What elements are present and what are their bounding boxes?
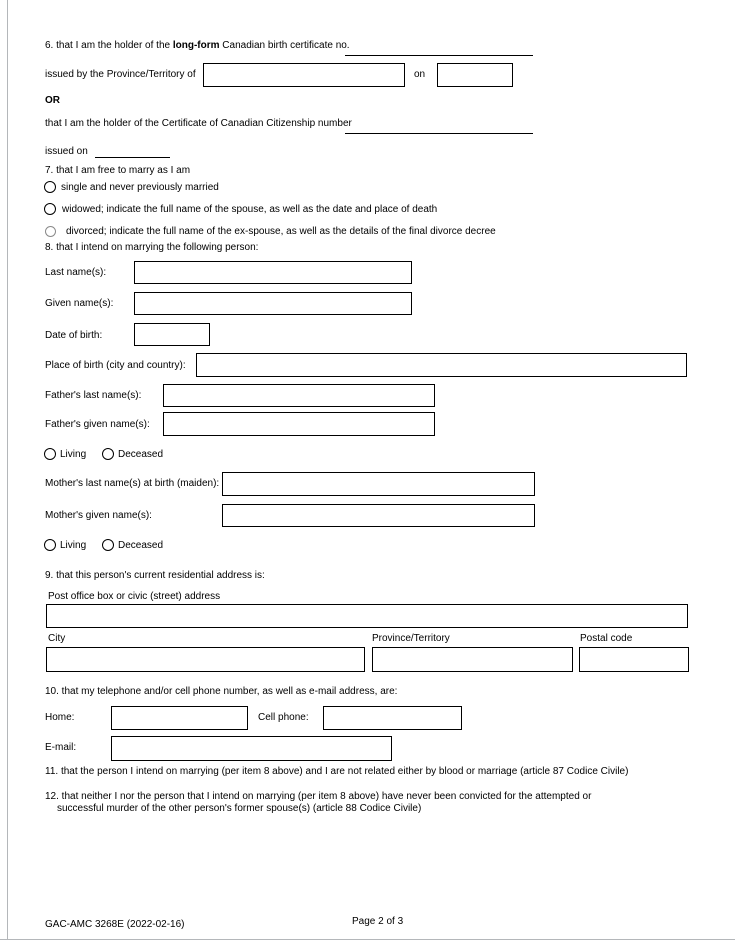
- city-input[interactable]: [46, 647, 365, 672]
- mother-last-name-input[interactable]: [222, 472, 535, 496]
- father-deceased-radio[interactable]: [102, 448, 114, 460]
- birth-certificate-statement-prefix: 6. that I am the holder of the: [45, 40, 173, 51]
- item7-heading: 7. that I am free to marry as I am: [45, 165, 191, 176]
- divorced-option-label: divorced; indicate the full name of the ex-spouse, as well as the details of the final divorce decree: [66, 226, 496, 237]
- mother-given-name-input[interactable]: [222, 504, 535, 527]
- widowed-option-label: widowed; indicate the full name of the spouse, as well as the date and place of death: [62, 204, 438, 215]
- father-given-name-label: Father's given name(s):: [45, 419, 150, 430]
- mother-deceased-label: Deceased: [118, 540, 164, 551]
- postal-code-input[interactable]: [579, 647, 689, 672]
- form-number: GAC-AMC 3268E (2022-02-16): [45, 919, 185, 930]
- last-name-label: Last name(s):: [45, 267, 107, 278]
- given-name-label: Given name(s):: [45, 298, 114, 309]
- issued-by-label: issued by the Province/Territory of: [45, 69, 196, 80]
- father-living-label: Living: [60, 449, 87, 460]
- father-living-radio[interactable]: [44, 448, 56, 460]
- on-label: on: [414, 69, 426, 80]
- citizenship-statement: that I am the holder of the Certificate of Canadian Citizenship number: [45, 118, 352, 129]
- or-label: OR: [45, 95, 60, 106]
- single-radio[interactable]: [44, 181, 56, 193]
- street-address-input[interactable]: [46, 604, 688, 628]
- province-territory-label: Province/Territory: [372, 633, 450, 644]
- mother-living-label: Living: [60, 540, 87, 551]
- home-phone-input[interactable]: [111, 706, 248, 730]
- place-of-birth-input[interactable]: [196, 353, 687, 377]
- father-last-name-input[interactable]: [163, 384, 435, 407]
- item8-heading: 8. that I intend on marrying the following person:: [45, 242, 259, 253]
- cell-phone-label: Cell phone:: [258, 712, 309, 723]
- father-deceased-label: Deceased: [118, 449, 164, 460]
- cell-phone-input[interactable]: [323, 706, 462, 730]
- item11-statement: 11. that the person I intend on marrying (per item 8 above) and I are not related either by blood or marriage (article 87 Codice Civile): [45, 766, 629, 777]
- street-address-label: Post office box or civic (street) address: [48, 591, 221, 602]
- date-of-birth-input[interactable]: [134, 323, 210, 346]
- email-label: E-mail:: [45, 742, 77, 753]
- birth-certificate-no-line: [345, 55, 533, 56]
- item12-statement-line1: 12. that neither I nor the person that I intend on marrying (per item 8 above) have never been convicted for the attempted or: [45, 791, 592, 802]
- page-left-edge: [7, 0, 8, 939]
- page-bottom-edge: [0, 939, 735, 940]
- divorced-radio[interactable]: [45, 226, 56, 237]
- issue-date-input[interactable]: [437, 63, 513, 87]
- birth-certificate-statement-bold: long-form: [172, 40, 220, 51]
- home-phone-label: Home:: [45, 712, 75, 723]
- given-name-input[interactable]: [134, 292, 412, 315]
- issued-on-line: [95, 157, 170, 158]
- issued-on-label: issued on: [45, 146, 88, 157]
- mother-last-name-label: Mother's last name(s) at birth (maiden):: [45, 478, 220, 489]
- page-indicator: Page 2 of 3: [352, 916, 404, 927]
- mother-deceased-radio[interactable]: [102, 539, 114, 551]
- father-last-name-label: Father's last name(s):: [45, 390, 142, 401]
- citizenship-number-line: [345, 133, 533, 134]
- mother-given-name-label: Mother's given name(s):: [45, 510, 152, 521]
- single-option-label: single and never previously married: [61, 182, 219, 193]
- date-of-birth-label: Date of birth:: [45, 330, 103, 341]
- place-of-birth-label: Place of birth (city and country):: [45, 360, 186, 371]
- birth-certificate-statement-suffix: Canadian birth certificate no.: [219, 40, 350, 51]
- father-given-name-input[interactable]: [163, 412, 435, 436]
- birth-certificate-statement: [45, 40, 350, 52]
- widowed-radio[interactable]: [44, 203, 56, 215]
- postal-code-label: Postal code: [580, 633, 633, 644]
- item10-heading: 10. that my telephone and/or cell phone number, as well as e-mail address, are:: [45, 686, 398, 697]
- last-name-input[interactable]: [134, 261, 412, 284]
- email-input[interactable]: [111, 736, 392, 761]
- province-territory-input[interactable]: [203, 63, 405, 87]
- item9-heading: 9. that this person's current residential address is:: [45, 570, 265, 581]
- mother-living-radio[interactable]: [44, 539, 56, 551]
- city-label: City: [48, 633, 66, 644]
- province-territory-address-input[interactable]: [372, 647, 573, 672]
- item12-statement-line2: successful murder of the other person's former spouse(s) (article 88 Codice Civile): [57, 803, 422, 814]
